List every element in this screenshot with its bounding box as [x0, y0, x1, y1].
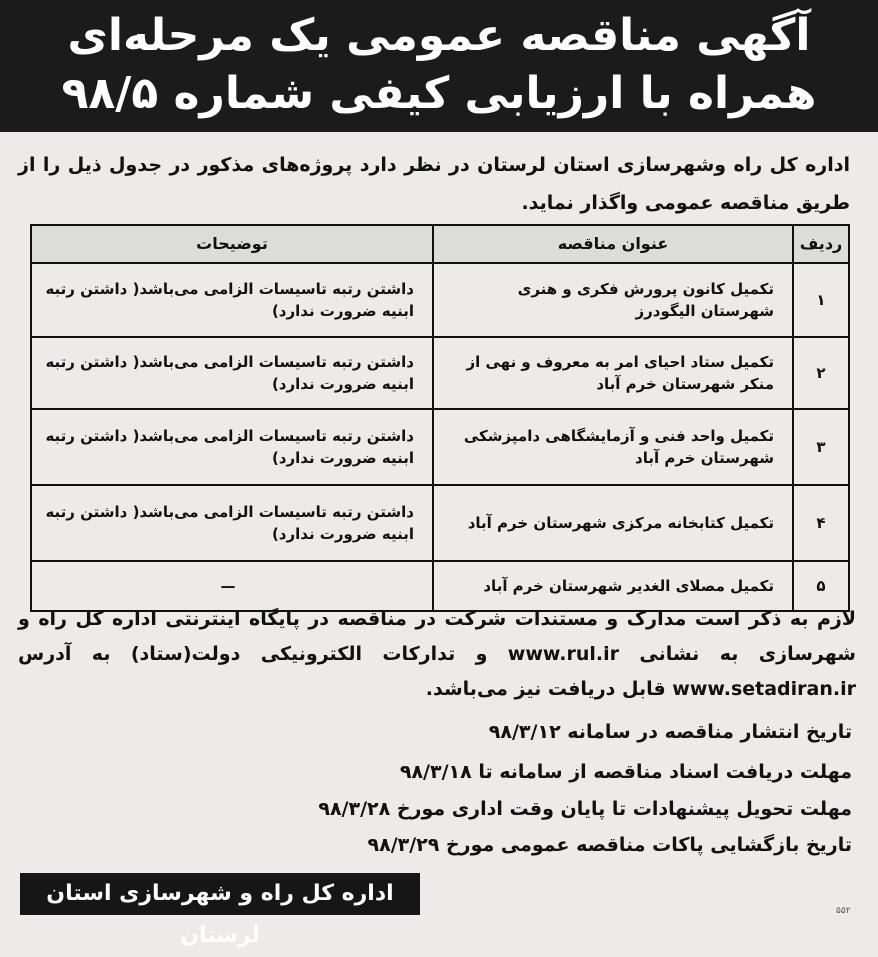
- setadiran-link[interactable]: www.setadiran.ir: [672, 678, 856, 700]
- row-number: ۳: [793, 409, 849, 485]
- row-number: ۲: [793, 337, 849, 409]
- documents-text-2: و تدارکات الکترونیکی دولت(ستاد) به آدرس: [18, 643, 488, 665]
- intro-paragraph: اداره کل راه وشهرسازی استان لرستان در نظر دارد پروژه‌های مذکور در جدول ذیل را از طریق مناقصه عمومی واگذار نماید.: [18, 154, 850, 214]
- header-row-number: ردیف: [793, 225, 849, 263]
- tender-title: تکمیل مصلای الغدیر شهرستان خرم آباد: [433, 561, 793, 611]
- table-row: [31, 337, 849, 409]
- documents-paragraph: [18, 602, 856, 707]
- title-line-1: آگهی مناقصه عمومی یک مرحله‌ای: [67, 10, 811, 61]
- table-row: [31, 263, 849, 337]
- tender-notes: داشتن رتبه تاسیسات الزامی می‌باشد( داشتن رتبه ابنیه ضرورت ندارد): [31, 409, 433, 485]
- tender-table: [30, 224, 850, 612]
- tender-title: تکمیل کانون پرورش فکری و هنری شهرستان الیگودرز: [433, 263, 793, 337]
- tender-title: تکمیل واحد فنی و آزمایشگاهی دامپزشکی شهرستان خرم آباد: [433, 409, 793, 485]
- publish-date: تاریخ انتشار مناقصه در سامانه ۹۸/۳/۱۲: [488, 721, 852, 743]
- row-number: ۱: [793, 263, 849, 337]
- tender-title: تکمیل کتابخانه مرکزی شهرستان خرم آباد: [433, 485, 793, 561]
- title-line-2: همراه با ارزیابی کیفی شماره ۹۸/۵: [61, 68, 817, 119]
- header-tender-title: عنوان مناقصه: [433, 225, 793, 263]
- opening-date: تاریخ بازگشایی پاکات مناقصه عمومی مورخ ۹۸/۳/۲۹: [367, 834, 852, 856]
- rul-link[interactable]: www.rul.ir: [507, 643, 619, 665]
- ad-code: ۵۵۲: [836, 906, 851, 916]
- row-number: ۵: [793, 561, 849, 611]
- tender-notes: داشتن رتبه تاسیسات الزامی می‌باشد( داشتن رتبه ابنیه ضرورت ندارد): [31, 263, 433, 337]
- table-header-row: [31, 225, 849, 263]
- row-number: ۴: [793, 485, 849, 561]
- tender-title: تکمیل ستاد احیای امر به معروف و نهی از منکر شهرستان خرم آباد: [433, 337, 793, 409]
- tender-notes: —: [31, 561, 433, 611]
- header-notes: توضیحات: [31, 225, 433, 263]
- issuer-banner: اداره کل راه و شهرسازی استان لرستان: [20, 873, 420, 915]
- tender-notes: داشتن رتبه تاسیسات الزامی می‌باشد( داشتن رتبه ابنیه ضرورت ندارد): [31, 337, 433, 409]
- documents-text-3: قابل دریافت نیز می‌باشد.: [425, 678, 666, 700]
- table-row: [31, 485, 849, 561]
- title-banner: [0, 0, 878, 132]
- documents-deadline: مهلت دریافت اسناد مناقصه از سامانه تا ۹۸/۳/۱۸: [399, 761, 852, 783]
- documents-text-1: لازم به ذکر است مدارک و مستندات شرکت در مناقصه در پایگاه اینترنتی اداره کل راه و شهرسازی به نشانی: [18, 608, 856, 665]
- tender-notes: داشتن رتبه تاسیسات الزامی می‌باشد( داشتن رتبه ابنیه ضرورت ندارد): [31, 485, 433, 561]
- table-row: [31, 409, 849, 485]
- offers-deadline: مهلت تحویل پیشنهادات تا پایان وقت اداری مورخ ۹۸/۳/۲۸: [318, 798, 852, 820]
